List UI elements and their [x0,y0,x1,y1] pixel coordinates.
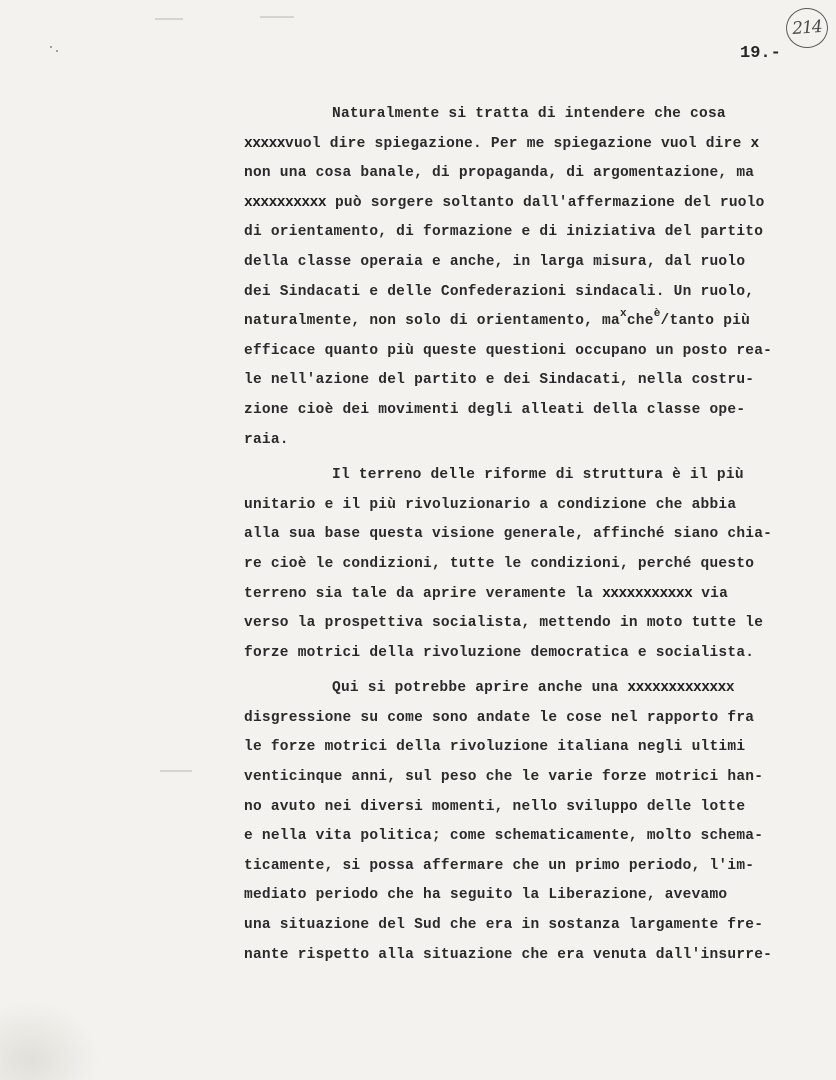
text-line [244,278,830,308]
line-text: una situazione del Sud che era in sostanza largamente fre- [244,917,764,934]
text-line [244,337,830,367]
text-line [244,426,830,456]
text-line [244,396,830,426]
text-line [244,609,830,639]
page-shadow [0,1000,100,1080]
line-text: x [725,680,735,697]
text-line [244,461,830,491]
text-line [244,580,830,610]
text-line [244,674,830,704]
archive-stamp-number: 214 [791,16,823,40]
line-text: che [626,313,654,330]
text-line [244,881,830,911]
page-number: 19.- [740,44,781,63]
line-text: efficace quanto più queste questioni occupano un posto rea- [244,342,773,359]
line-text: della classe operaia e anche, in larga misura, dal ruolo [244,253,746,270]
line-text: no avuto nei diversi momenti, nello sviluppo delle lotte [244,798,746,815]
line-text: alla sua base questa visione generale, affinché siano chia- [244,526,773,543]
text-line [244,366,830,396]
line-text: mediato periodo che ha seguito la Liberazione, avevamo [244,887,728,904]
line-text: dei Sindacati e delle Confederazioni sindacali. Un ruolo, [244,283,755,300]
text-line [244,218,830,248]
line-text: zione cioè dei movimenti degli alleati della classe ope- [244,401,746,418]
text-line [244,941,830,971]
line-text: venticinque anni, sul peso che le varie forze motrici han- [244,769,764,786]
line-text: Il terreno delle riforme di struttura è il più [332,467,744,484]
paper-speck [155,18,183,20]
struck-text: x [750,135,759,152]
document-body [244,100,830,970]
line-text: verso la prospettiva socialista, mettendo in moto tutte le [244,615,764,632]
text-line [244,159,830,189]
paper-speck [260,16,294,18]
line-text: e nella vita politica; come schematicamente, molto schema- [244,828,764,845]
paper-speck [50,46,52,48]
text-line [244,100,830,130]
line-text: le nell'azione del partito e dei Sindacati, nella costru- [244,372,755,389]
text-line [244,491,830,521]
line-text: le forze motrici della rivoluzione italiana negli ultimi [244,739,746,756]
text-line [244,639,830,669]
struck-text: xxxxxxxxxxxx [627,680,726,697]
inserted-text: x [619,308,627,321]
text-line [244,307,830,337]
line-text: raia. [244,431,289,448]
text-line [244,189,830,219]
text-line [244,852,830,882]
line-text: via [692,585,729,602]
line-text: /tanto più [660,313,751,330]
line-text: vuol dire spiegazione. Per me spiegazione vuol dire [285,135,751,152]
text-line [244,763,830,793]
line-text: Naturalmente si tratta di intendere che cosa [332,106,726,122]
struck-text: xxxxxxxxxxx [602,585,693,602]
line-text: re cioè le condizioni, tutte le condizioni, perché questo [244,555,755,572]
line-text: forze motrici della rivoluzione democratica e socialista. [244,644,755,661]
text-line [244,550,830,580]
text-line [244,248,830,278]
line-text: non una cosa banale, di propaganda, di argomentazione, ma [244,165,755,182]
archive-stamp [785,7,830,50]
paper-speck [56,50,58,52]
text-line [244,911,830,941]
line-text: terreno sia tale da aprire veramente la [244,585,603,602]
line-text: ticamente, si possa affermare che un primo periodo, l'im- [244,857,755,874]
text-line [244,520,830,550]
inserted-text: è [653,308,661,321]
line-text: Qui si potrebbe aprire anche una [332,680,628,697]
text-line [244,704,830,734]
struck-text: xxxxx [244,135,286,152]
line-text: nante rispetto alla situazione che era venuta dall'insurre- [244,946,773,963]
paper-speck [160,770,192,772]
line-text: disgressione su come sono andate le cose nel rapporto fra [244,709,755,726]
line-text: unitario e il più rivoluzionario a condizione che abbia [244,496,737,513]
struck-text: xxxxxxxxxx [244,194,327,211]
text-line [244,733,830,763]
text-line [244,822,830,852]
line-text: naturalmente, non solo di orientamento, ma [244,313,620,330]
line-text: di orientamento, di formazione e di iniziativa del partito [244,224,764,241]
line-text: può sorgere soltanto dall'affermazione del ruolo [326,194,765,211]
text-line [244,130,830,160]
text-line [244,793,830,823]
